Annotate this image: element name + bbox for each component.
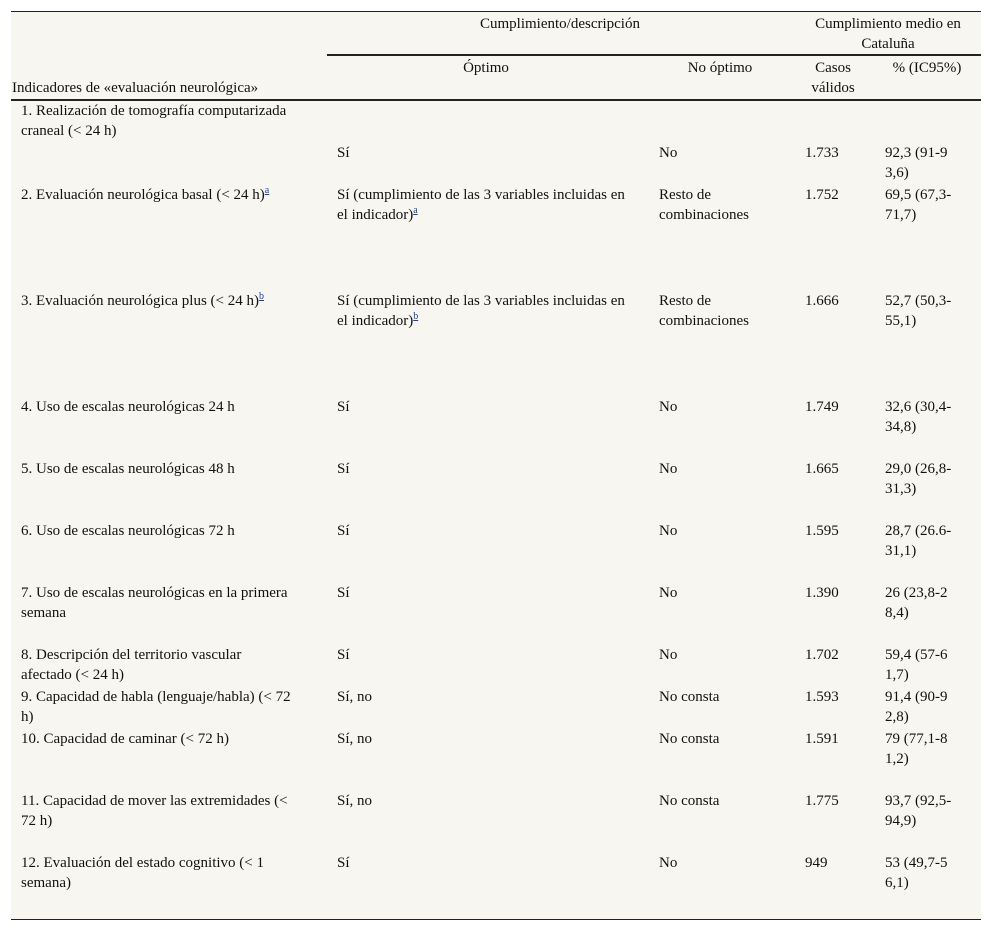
optimo-cell xyxy=(337,521,633,541)
optimo-text: Sí xyxy=(337,145,350,161)
header-optimo: Óptimo xyxy=(463,60,509,76)
footnote-link[interactable]: a xyxy=(264,185,270,196)
optimo-text: Sí xyxy=(337,399,350,415)
no-optimo-cell: No xyxy=(659,855,678,871)
casos-validos-cell: 1.749 xyxy=(805,399,839,415)
casos-validos-cell: 1.733 xyxy=(805,145,839,161)
indicator-text: 1. Realización de tomografía computarizada craneal (< 24 h) xyxy=(21,103,287,139)
optimo-text: Sí, no xyxy=(337,793,373,809)
optimo-cell xyxy=(337,583,633,603)
header-indicadores: Indicadores de «evaluación neurológica» xyxy=(12,80,259,96)
indicator-cell xyxy=(21,521,293,541)
footnote-link[interactable]: b xyxy=(258,291,264,302)
casos-validos-cell: 1.390 xyxy=(805,585,839,601)
optimo-text: Sí xyxy=(337,855,350,871)
no-optimo-cell: No xyxy=(659,399,678,415)
indicator-cell xyxy=(21,791,293,831)
no-optimo-cell: No xyxy=(659,585,678,601)
casos-validos-cell: 1.595 xyxy=(805,523,839,539)
indicator-text: 11. Capacidad de mover las extremidades (< 72 h) xyxy=(21,793,288,829)
pct-ic95-cell: 93,7 (92,5-94,9) xyxy=(885,793,952,829)
indicator-cell xyxy=(21,397,293,417)
footnote-marker xyxy=(413,311,418,322)
no-optimo-cell: No xyxy=(659,647,678,663)
footnote-marker xyxy=(413,205,417,216)
indicator-text: 5. Uso de escalas neurológicas 48 h xyxy=(21,461,235,477)
casos-validos-cell: 949 xyxy=(805,855,828,871)
optimo-cell xyxy=(337,687,633,707)
pct-ic95-cell: 92,3 (91-93,6) xyxy=(885,145,948,181)
optimo-text: Sí, no xyxy=(337,731,373,747)
optimo-cell xyxy=(337,645,633,665)
header-no-optimo: No óptimo xyxy=(687,60,753,76)
pct-ic95-cell: 52,7 (50,3-55,1) xyxy=(885,293,952,329)
indicator-text: 6. Uso de escalas neurológicas 72 h xyxy=(21,523,235,539)
optimo-cell xyxy=(337,185,633,225)
optimo-cell xyxy=(337,729,633,749)
casos-validos-cell: 1.666 xyxy=(805,293,839,309)
no-optimo-cell: Resto de combinaciones xyxy=(659,293,749,329)
optimo-text: Sí xyxy=(337,461,350,477)
casos-validos-cell: 1.752 xyxy=(805,187,839,203)
no-optimo-cell: No xyxy=(659,145,678,161)
no-optimo-cell: Resto de combinaciones xyxy=(659,187,749,223)
optimo-cell xyxy=(337,459,633,479)
indicator-cell xyxy=(21,459,293,479)
casos-validos-cell: 1.593 xyxy=(805,689,839,705)
indicator-text: 7. Uso de escalas neurológicas en la primera semana xyxy=(21,585,288,621)
indicator-text: 4. Uso de escalas neurológicas 24 h xyxy=(21,399,235,415)
optimo-text: Sí (cumplimiento de las 3 variables incluidas en el indicador) xyxy=(337,187,625,223)
optimo-text: Sí xyxy=(337,523,350,539)
header-cumplimiento-medio: Cumplimiento medio en Cataluña xyxy=(815,16,961,52)
pct-ic95-cell: 53 (49,7-56,1) xyxy=(885,855,948,891)
table-panel xyxy=(11,11,981,920)
optimo-cell xyxy=(337,791,633,811)
indicator-cell xyxy=(21,645,293,685)
pct-ic95-cell: 32,6 (30,4-34,8) xyxy=(885,399,952,435)
indicator-cell xyxy=(21,853,293,893)
no-optimo-cell: No consta xyxy=(659,731,720,747)
casos-validos-cell: 1.665 xyxy=(805,461,839,477)
footnote-link[interactable]: a xyxy=(413,205,418,216)
footnote-link[interactable]: b xyxy=(413,311,419,322)
casos-validos-cell: 1.775 xyxy=(805,793,839,809)
indicator-text: 3. Evaluación neurológica plus (< 24 h) xyxy=(21,293,259,309)
header-subgroup-rule xyxy=(327,54,981,56)
casos-validos-cell: 1.702 xyxy=(805,647,839,663)
no-optimo-cell: No xyxy=(659,523,678,539)
pct-ic95-cell: 59,4 (57-61,7) xyxy=(885,647,948,683)
optimo-cell xyxy=(337,143,633,163)
indicator-text: 9. Capacidad de habla (lenguaje/habla) (< 72 h) xyxy=(21,689,291,725)
indicator-cell xyxy=(21,101,293,141)
indicator-text: 10. Capacidad de caminar (< 72 h) xyxy=(21,731,229,747)
header-casos-validos: Casos válidos xyxy=(811,60,855,96)
footnote-marker xyxy=(259,291,264,302)
indicator-text: 12. Evaluación del estado cognitivo (< 1 semana) xyxy=(21,855,264,891)
footnote-marker xyxy=(265,185,269,196)
optimo-cell xyxy=(337,397,633,417)
pct-ic95-cell: 69,5 (67,3-71,7) xyxy=(885,187,952,223)
indicator-cell xyxy=(21,729,293,749)
indicator-cell xyxy=(21,185,293,205)
optimo-text: Sí xyxy=(337,585,350,601)
pct-ic95-cell: 79 (77,1-81,2) xyxy=(885,731,948,767)
optimo-cell xyxy=(337,291,633,331)
pct-ic95-cell: 28,7 (26.6-31,1) xyxy=(885,523,952,559)
header-cumplimiento-descripcion: Cumplimiento/descripción xyxy=(480,16,640,32)
casos-validos-cell: 1.591 xyxy=(805,731,839,747)
optimo-text: Sí xyxy=(337,647,350,663)
optimo-text: Sí (cumplimiento de las 3 variables incluidas en el indicador) xyxy=(337,293,625,329)
optimo-cell xyxy=(337,853,633,873)
no-optimo-cell: No consta xyxy=(659,689,720,705)
pct-ic95-cell: 29,0 (26,8-31,3) xyxy=(885,461,952,497)
optimo-text: Sí, no xyxy=(337,689,373,705)
no-optimo-cell: No consta xyxy=(659,793,720,809)
pct-ic95-cell: 26 (23,8-28,4) xyxy=(885,585,948,621)
indicator-cell xyxy=(21,583,293,623)
header-pct-ic95: % (IC95%) xyxy=(892,60,962,76)
no-optimo-cell: No xyxy=(659,461,678,477)
indicator-cell xyxy=(21,687,293,727)
pct-ic95-cell: 91,4 (90-92,8) xyxy=(885,689,948,725)
indicator-cell xyxy=(21,291,293,311)
indicator-text: 8. Descripción del territorio vascular afectado (< 24 h) xyxy=(21,647,242,683)
indicator-text: 2. Evaluación neurológica basal (< 24 h) xyxy=(21,187,265,203)
